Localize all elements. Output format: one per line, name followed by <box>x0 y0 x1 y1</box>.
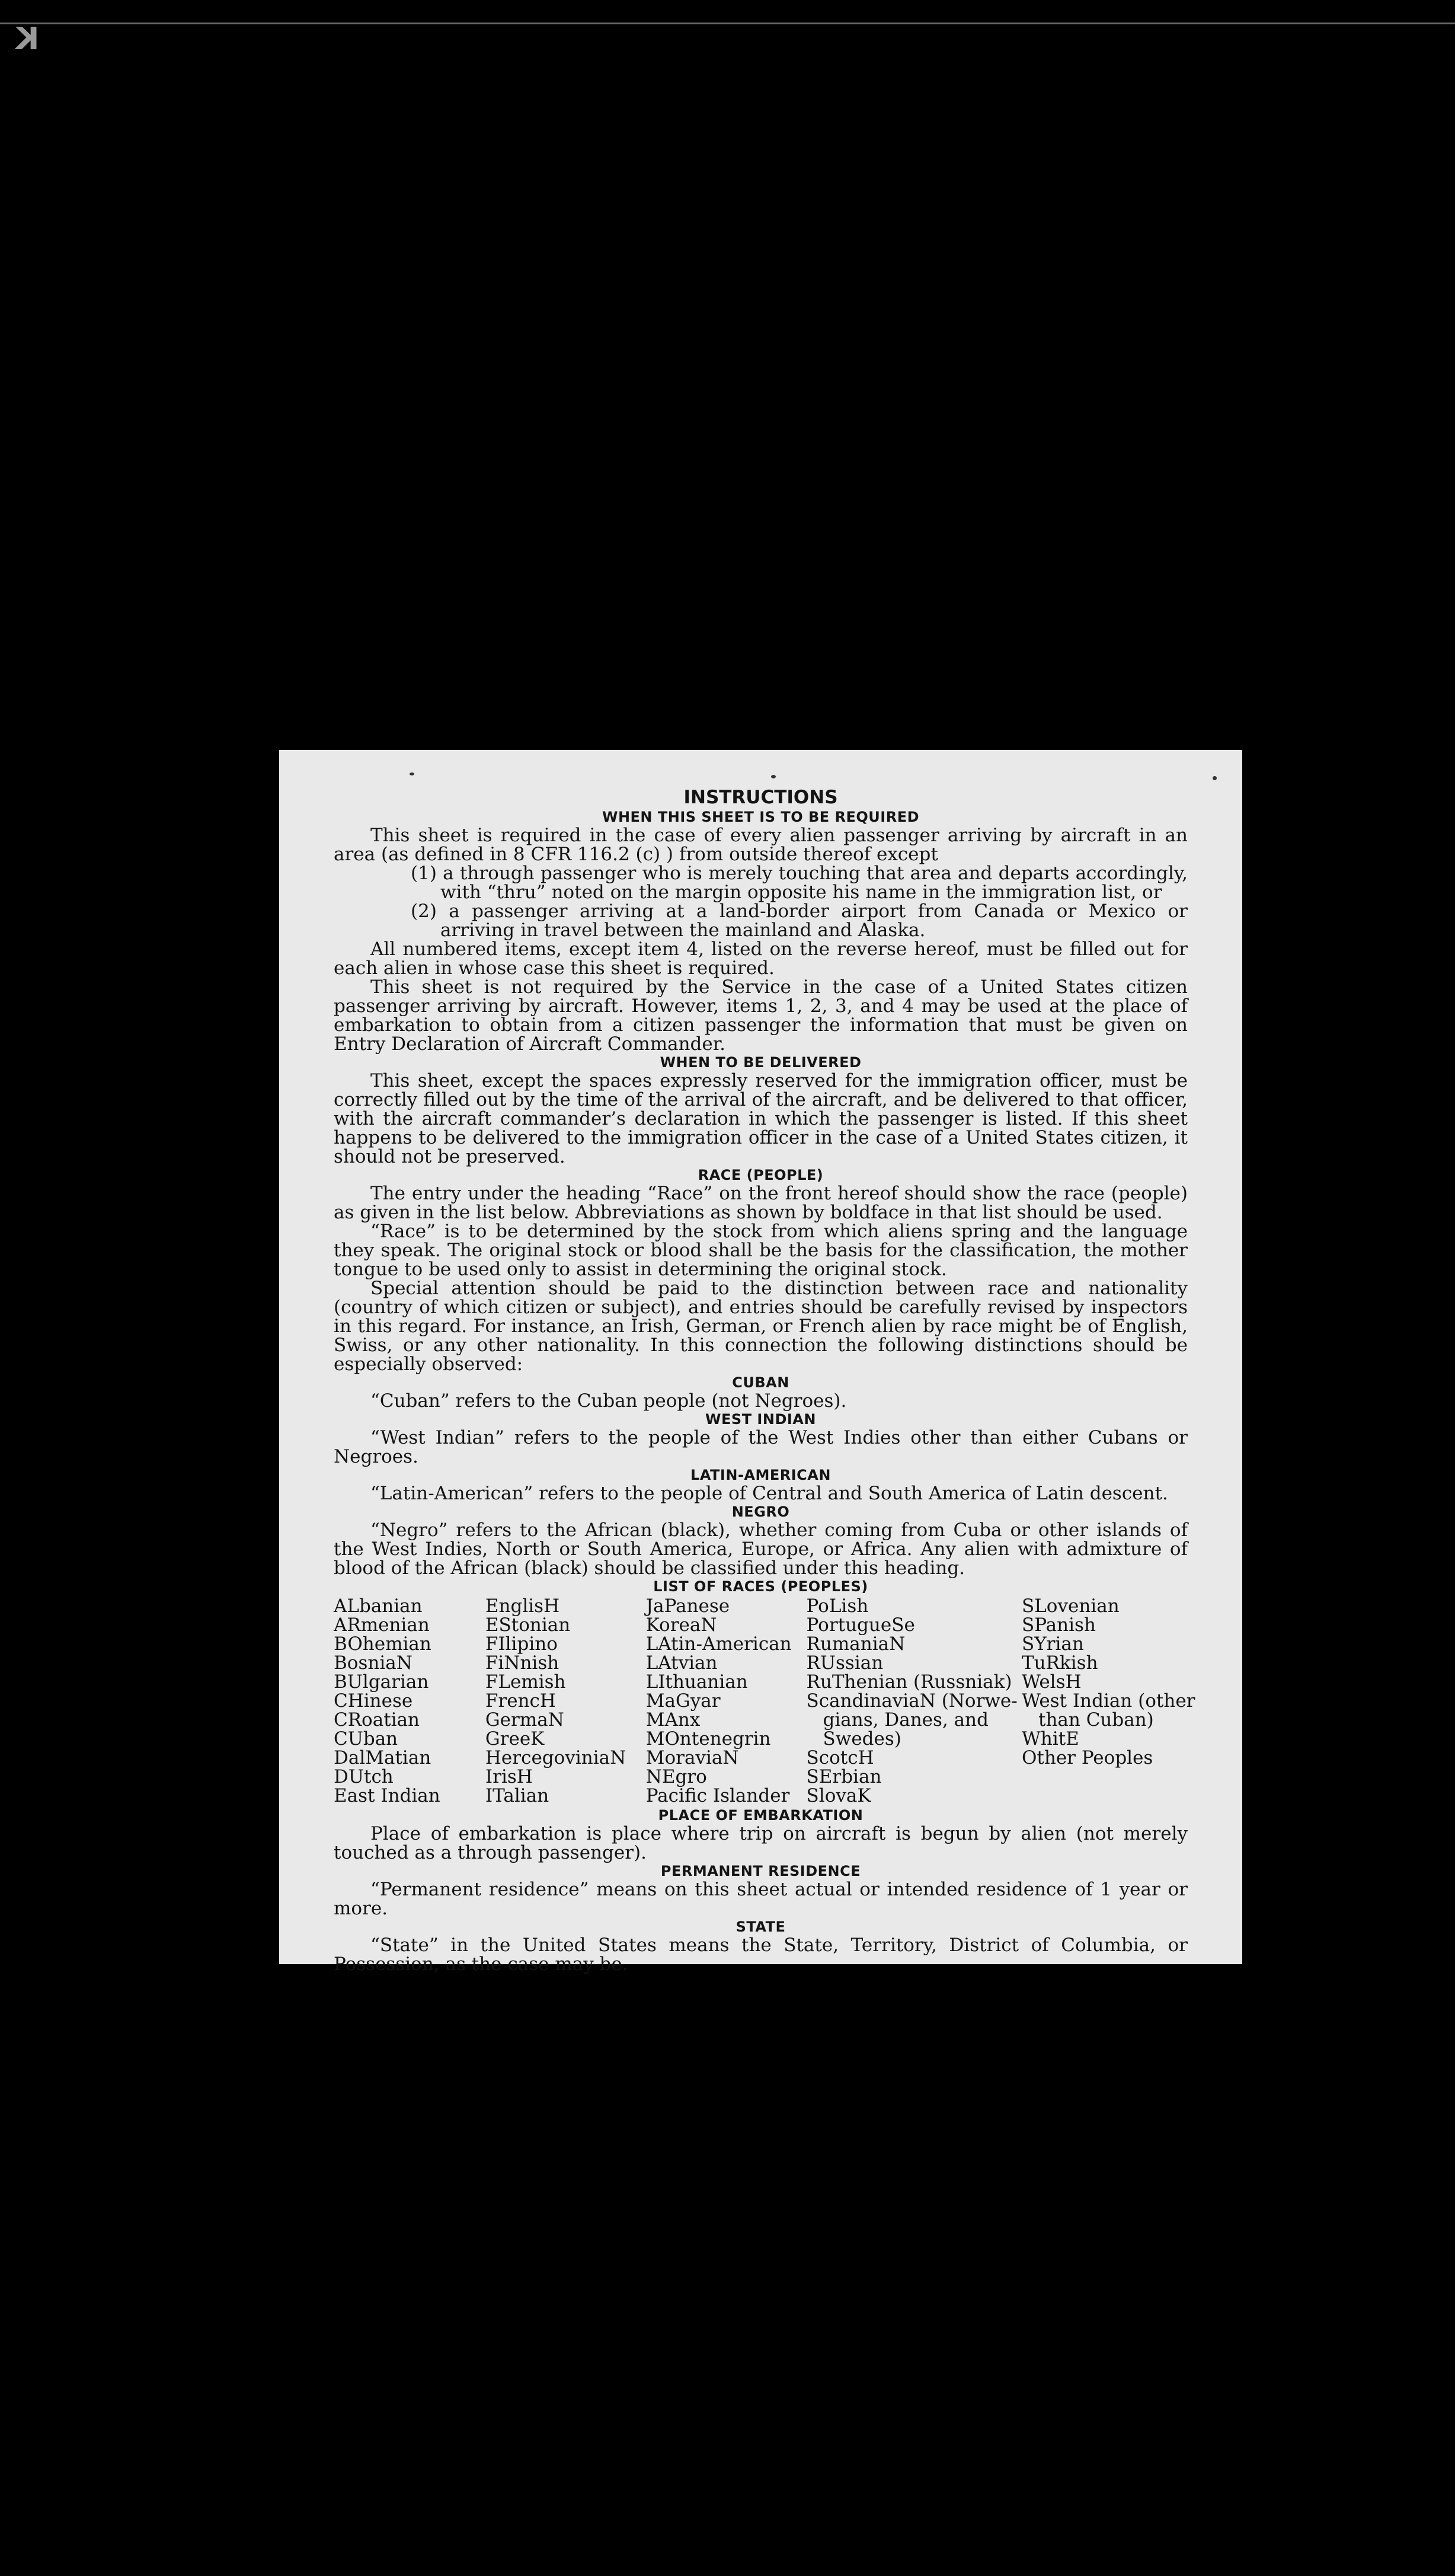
races-column <box>807 1597 1022 1805</box>
speck <box>771 775 776 778</box>
race-entry: KoreaN <box>645 1614 717 1636</box>
race-entry: RuThenian (Russniak) <box>806 1671 1012 1693</box>
race-entry: MOntenegrin <box>645 1728 771 1750</box>
race-entry: GermaN <box>485 1709 564 1731</box>
race-entry: JaPanese <box>645 1595 730 1617</box>
race-entry: ScotcH <box>806 1747 874 1769</box>
heading-latin-american: LATIN-AMERICAN <box>690 1467 831 1483</box>
heading-list-of-races: LIST OF RACES (PEOPLES) <box>653 1578 868 1595</box>
race-entry: SYrian <box>1021 1633 1084 1655</box>
race-entry-continued: Swedes) <box>823 1728 901 1750</box>
race-entry: TuRkish <box>1021 1652 1098 1674</box>
race-entry: MoraviaN <box>645 1747 739 1769</box>
race-entry: MaGyar <box>645 1690 721 1712</box>
races-table <box>334 1595 1195 1806</box>
heading-negro: NEGRO <box>731 1504 790 1520</box>
races-column <box>334 1597 485 1805</box>
race-entry: ALbanian <box>334 1595 423 1617</box>
race-entry: FrencH <box>485 1690 556 1712</box>
race-entry: PortugueSe <box>806 1614 915 1636</box>
race-entry: WelsH <box>1021 1671 1082 1693</box>
race-entry: PoLish <box>806 1595 869 1617</box>
race-entry: CRoatian <box>334 1709 420 1731</box>
race-entry: BOhemian <box>334 1633 431 1655</box>
race-entry: DUtch <box>334 1766 394 1787</box>
race-entry: ARmenian <box>334 1614 430 1636</box>
race-entry: LAtin-American <box>645 1633 792 1655</box>
race-entry: BUlgarian <box>334 1671 429 1693</box>
heading-place-of-embarkation: PLACE OF EMBARKATION <box>658 1807 864 1824</box>
race-entry: CUban <box>334 1728 398 1750</box>
race-entry-continued: than Cuban) <box>1038 1709 1154 1731</box>
race-entry: SlovaK <box>806 1785 871 1806</box>
race-entry: MAnx <box>645 1709 701 1731</box>
k-icon: K <box>15 21 40 57</box>
list-item: (1) a through passenger who is merely touching that area and departs accordingly, with “thru” noted on the margin opposite his name in the immigration list, or <box>411 863 1188 903</box>
race-entry: DalMatian <box>334 1747 431 1769</box>
paragraph: “Negro” refers to the African (black), whether coming from Cuba or other islands of the West Indies, North or South America, Europe, or Africa. Any alien with admixture of blood of the African (black) should be classified under this heading. <box>334 1520 1188 1579</box>
paragraph: “Latin-American” refers to the people of Central and South America of Latin descent. <box>370 1483 1168 1504</box>
race-entry: CHinese <box>334 1690 413 1712</box>
speck <box>410 773 414 775</box>
race-entry-continued: gians, Danes, and <box>823 1709 989 1731</box>
races-column <box>1021 1595 1195 1805</box>
race-entry: EStonian <box>485 1614 571 1636</box>
document-sheet <box>279 750 1242 1975</box>
race-entry: FiNnish <box>485 1652 559 1674</box>
race-entry: SPanish <box>1021 1614 1096 1636</box>
race-entry: Other Peoples <box>1021 1747 1153 1769</box>
paragraph: “Permanent residence” means on this sheet actual or intended residence of 1 year or more. <box>334 1879 1188 1919</box>
race-entry: RumaniaN <box>806 1633 906 1655</box>
race-entry: ITalian <box>485 1785 549 1806</box>
race-entry: GreeK <box>485 1728 545 1750</box>
paragraph: Special attention should be paid to the distinction between race and nationality (country of which citizen or subject), and entries should be carefully revised by inspectors in this regard. For instance, an Irish, German, or French alien by race might be of English, Swiss, or any other nationality. In this connection the following distinctions should be especially observed: <box>334 1278 1188 1375</box>
race-entry: East Indian <box>334 1785 440 1806</box>
page-title: INSTRUCTIONS <box>683 787 838 808</box>
race-entry: RUssian <box>806 1652 884 1674</box>
race-entry: IrisH <box>485 1766 533 1787</box>
heading-west-indian: WEST INDIAN <box>705 1411 816 1428</box>
heading-when-required: WHEN THIS SHEET IS TO BE REQUIRED <box>602 809 920 825</box>
race-entry: ScandinaviaN (Norwe- <box>806 1690 1018 1712</box>
paragraph: The entry under the heading “Race” on the front hereof should show the race (people) as given in the list below. Abbreviations as shown by boldface in that list should be used. <box>334 1183 1188 1223</box>
list-item: (2) a passenger arriving at a land-border airport from Canada or Mexico or arriving in travel between the mainland and Alaska. <box>411 901 1188 941</box>
race-entry: BosniaN <box>334 1652 412 1674</box>
race-entry: West Indian (other <box>1021 1690 1195 1712</box>
race-entry: NEgro <box>645 1766 707 1787</box>
speck <box>1213 776 1217 780</box>
race-entry: WhitE <box>1021 1728 1079 1750</box>
heading-cuban: CUBAN <box>732 1374 789 1391</box>
races-column <box>646 1597 807 1805</box>
race-entry: SErbian <box>806 1766 882 1787</box>
paragraph: “State” in the United States means the State, Territory, District of Columbia, or Possession, as the case may be. <box>334 1935 1188 1975</box>
race-entry: LIthuanian <box>645 1671 748 1693</box>
race-entry: LAtvian <box>645 1652 718 1674</box>
paragraph: This sheet is required in the case of every alien passenger arriving by aircraft in an area (as defined in 8 CFR 116.2 (c) ) from outside thereof except <box>334 825 1188 865</box>
heading-state: STATE <box>736 1919 786 1935</box>
paragraph: All numbered items, except item 4, listed on the reverse hereof, must be filled out for each alien in whose case this sheet is required. <box>334 939 1188 979</box>
paragraph: This sheet, except the spaces expressly reserved for the immigration officer, must be correctly filled out by the time of the arrival of the aircraft, and be delivered to that officer, with the aircraft commander’s declaration in which the passenger is listed. If this sheet happens to be delivered to the immigration officer in the case of a United States citizen, it should not be preserved. <box>334 1070 1188 1167</box>
race-entry: HercegoviniaN <box>485 1747 626 1769</box>
race-entry: EnglisH <box>485 1595 560 1617</box>
paragraph: “West Indian” refers to the people of the West Indies other than either Cubans or Negroes. <box>334 1427 1188 1467</box>
paragraph: “Race” is to be determined by the stock from which aliens spring and the language they speak. The original stock or blood shall be the basis for the classification, the mother tongue to be used only to assist in determining the original stock. <box>334 1221 1188 1280</box>
race-entry: FLemish <box>485 1671 566 1693</box>
top-rule <box>0 23 1455 24</box>
race-entry: Pacific Islander <box>645 1785 790 1806</box>
races-column <box>485 1597 646 1805</box>
heading-race: RACE (PEOPLE) <box>698 1167 824 1183</box>
paragraph: Place of embarkation is place where trip on aircraft is begun by alien (not merely touched as a through passenger). <box>334 1823 1188 1863</box>
heading-permanent-residence: PERMANENT RESIDENCE <box>660 1863 861 1879</box>
race-entry: FIlipino <box>485 1633 558 1655</box>
paragraph: “Cuban” refers to the Cuban people (not Negroes). <box>370 1390 847 1412</box>
race-entry: SLovenian <box>1021 1595 1120 1617</box>
paragraph: This sheet is not required by the Service in the case of a United States citizen passenger arriving by aircraft. However, items 1, 2, 3, and 4 may be used at the place of embarkation to obtain from a citizen passenger the information that must be given on Entry Declaration of Aircraft Commander. <box>334 976 1188 1055</box>
heading-when-delivered: WHEN TO BE DELIVERED <box>660 1054 862 1071</box>
